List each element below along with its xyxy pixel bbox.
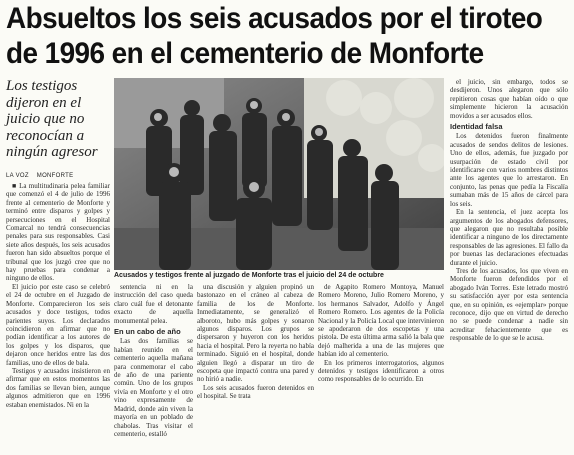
article-column-4 [318,283,444,453]
article-column-2 [114,283,193,453]
paragraph: Los detenidos fueron finalmente acusados de sendos delitos de lesiones. Uno de ellos, además, fue juzgado por usurpación de estado civil por identificarse con varios nombres distintos ante los agentes que lo arrestaron. En conjunto, las penas que pedía la Fiscalía sumaban más de 15 años de cárcel para los seis. [450,132,568,208]
paragraph: de Agapito Romero Montoya, Manuel Romero Moreno, Julio Romero Moreno, y los hermanos Salvador, Adolfo y Ángel Romero Romero. Los agentes de la Policía Nacional y la Policía Local que intervinieron se apoderaron de dos escopetas y una pistola. De esta última arma salió la bala que dejó malherida a una de las mujeres que habían ido al cementerio. [318,283,444,359]
paragraph: El juicio por este caso se celebró el 24 de octubre en el Juzgado de Monforte. Comparecieron los seis acusados y doce testigos, todos parientes suyos. Los declarados coincidieron en afirmar que no podían identificar a los autores de los golpes y los disparos, que dejaron once heridos entre las dos familias, uno de ellos de bala. [6,282,110,367]
paragraph: En los primeros interrogatorios, algunos detenidos y testigos identificaron a otros como responsables de lo ocurrido. En [318,358,444,384]
paragraph: sentencia ni en la instrucción del caso queda claro cuál fue el detonante exacto de aquella monumental pelea. [114,283,193,325]
headline-line-2: de 1996 en el cementerio de Monforte [6,37,484,70]
paragraph: ■ La multitudinaria pelea familiar que comenzó el 4 de julio de 1996 frente al cementerio de Monforte y terminó entre disparos y golpes y persecuciones en el Hospital Comarcal no tendrá consecuencias penales para sus responsables. Casi siete años después, los seis acusados fueron han sido absueltos porque el tribunal que los juzgó cree que no hay pruebas para condenar a ninguno de ellos. [6,182,110,283]
article-column-5 [450,78,568,453]
news-photo [114,78,444,270]
section-heading: En un cabo de año [114,327,181,337]
paragraph: el juicio, sin embargo, todos se desdijeron. Unos alegaron que sólo repitieron cosas que habían oído o que simplemente hicieron la acusación movidos a ser acusados ellos. [450,78,568,120]
paragraph: Testigos y acusados insistieron en afirmar que en estos momentos las dos familias se llevan bien, aunque algunos admitieron que en 1996 estaban enemistados. Ni en la [6,366,110,409]
crowd-photo-illustration [114,78,444,270]
section-heading: Identidad falsa [450,122,503,132]
article-column-1 [6,182,110,452]
paragraph: Tres de los acusados, los que viven en Monforte fueron defendidos por el abogado Iván Torres. Este letrado mostró su satisfacción ayer por esta sentencia que, en su opinión, es «ejemplar» porque reconoce, dijo que en virtud de derecho no se puede condenar a nadie sin acreditar fehacientemente que es responsable de lo que se le acusa. [450,266,568,343]
article-column-3 [197,283,314,453]
photo-caption: Acusados y testigos frente al juzgado de Monforte tras el juicio del 24 de octubre [114,272,384,279]
byline-place: MONFORTE [36,173,74,179]
headline-line-1: Absueltos los seis acusados por el tiroteo [6,2,543,35]
paragraph: Los seis acusados fueron detenidos en el hospital. Se trata [197,383,314,401]
paragraph: En la sentencia, el juez acepta los argumentos de los abogados defensores, que alegaron que no resultaba posible identificar a ninguno de los directamente responsables de las agresiones. El fallo da por buenas las declaraciones efectuadas durante el juicio. [450,208,568,267]
subheadline: Los testigos dijeron en el juicio que no reconocían a ningún agresor [6,78,98,160]
byline [6,173,110,179]
byline-source: LA VOZ [6,173,29,179]
paragraph: una discusión y alguien propinó un bastonazo en el cráneo al cabeza de familia de los de Monforte. Inmediatamente, se generalizó el alboroto, hubo más golpes y sonaron algunos disparos. Los grupos se dispersaron y huyeron con los heridos hacia el hospital. Pero la reyerta no había terminado. Siguió en el hospital, donde alguien llegó a disparar un tiro de escopeta que impactó contra una pared y no hirió a nadie. [197,283,314,384]
paragraph: Las dos familias se habían reunido en el cementerio aquella mañana para conmemorar el cabo de año de una pariente común. Uno de los grupos vivía en Monforte y el otro vino expresamente de Madrid, donde aún viven la mayoría en un poblado de chabolas. Tras visitar el cementerio, estalló [114,337,193,438]
